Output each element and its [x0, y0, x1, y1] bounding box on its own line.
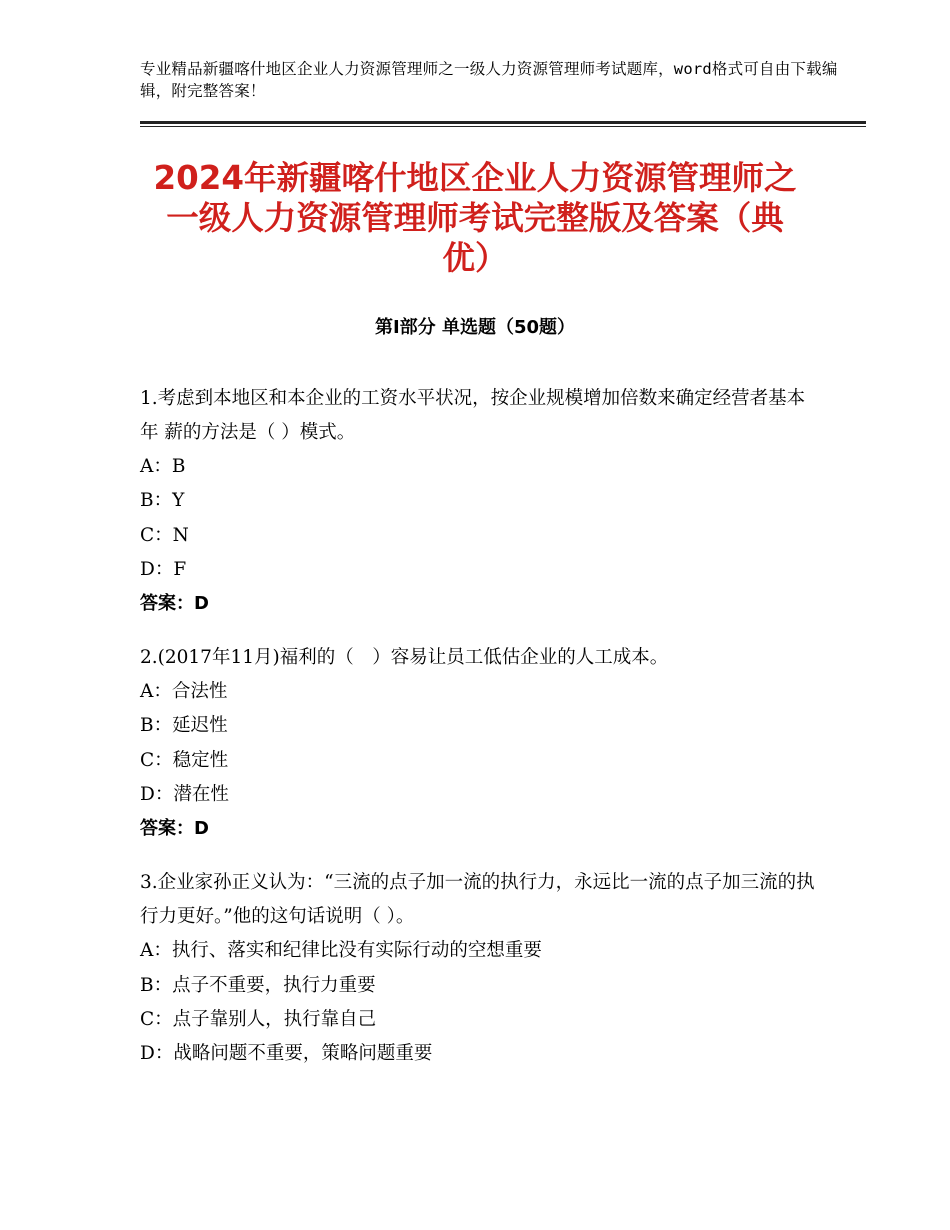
option-c: C：点子靠别人，执行靠自己 [140, 1008, 377, 1030]
document-title-line: 2024年新疆喀什地区企业人力资源管理师之 [153, 159, 797, 197]
header-rule-thick [140, 121, 866, 124]
question-1 [140, 382, 820, 621]
answer: 答案：D [140, 593, 209, 615]
option-b: B：Y [140, 490, 185, 512]
option-d: D：潜在性 [140, 784, 229, 806]
option-b: B：点子不重要，执行力重要 [140, 974, 376, 996]
section-title: 第Ⅰ部分 单选题（50题） [374, 317, 575, 338]
option-b: B：延迟性 [140, 715, 228, 737]
option-a: A：B [140, 456, 186, 477]
document-title-line: 一级人力资源管理师考试完整版及答案（典 [166, 199, 784, 237]
option-c: C：稳定性 [140, 749, 229, 771]
question-text: 1.考虑到本地区和本企业的工资水平状况，按企业规模增加倍数来确定经营者基本年 薪的方法是（ ）模式。 [140, 388, 806, 443]
question-list [140, 382, 820, 1092]
question-text: 2.(2017年11月)福利的（ ）容易让员工低估企业的人工成本。 [140, 647, 669, 669]
option-a: A：合法性 [140, 681, 228, 703]
question-3 [140, 866, 820, 1071]
option-d: D：战略问题不重要，策略问题重要 [140, 1043, 433, 1065]
page-header-note: 专业精品新疆喀什地区企业人力资源管理师之一级人力资源管理师考试题库，word格式可自由下载编辑，附完整答案！ [140, 60, 838, 100]
option-c: C：N [140, 524, 189, 546]
option-d: D：F [140, 558, 187, 580]
document-title [140, 158, 810, 278]
answer: 答案：D [140, 818, 209, 840]
document-title-line: 优） [442, 239, 508, 277]
header-rule-thin [140, 126, 866, 127]
option-a: A：执行、落实和纪律比没有实际行动的空想重要 [140, 940, 542, 962]
question-2 [140, 641, 820, 846]
question-text: 3.企业家孙正义认为：“三流的点子加一流的执行力，永远比一流的点子加三流的执行力更好。”他的这句话说明（ ）。 [140, 872, 815, 928]
